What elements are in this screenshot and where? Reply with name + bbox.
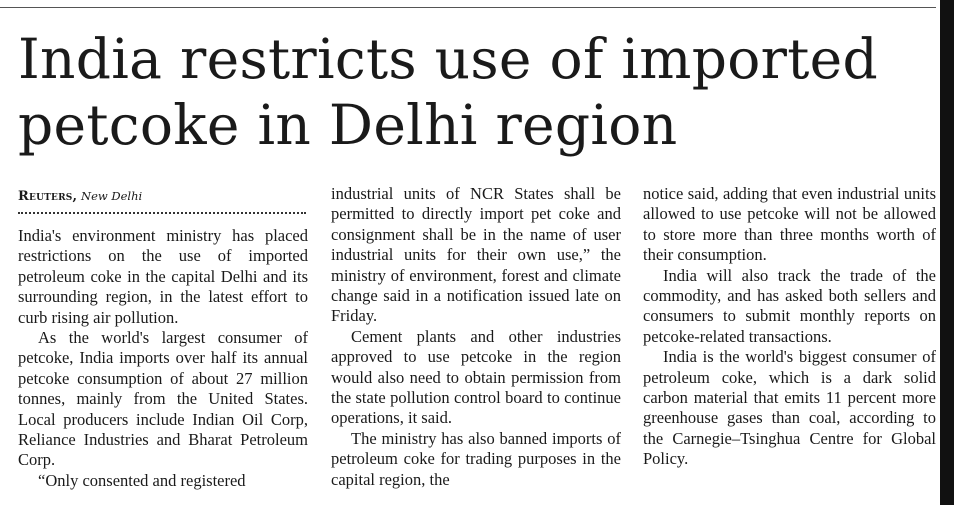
paragraph: industrial units of NCR States shall be permitted to directly import pet coke and consignment shall be in the name of user industrial units for their own use,” the ministry of environment, forest and climate change said in a notification issued late on Friday. (331, 184, 621, 326)
top-rule (0, 7, 936, 8)
headline: India restricts use of imported petcoke in Delhi region (18, 27, 879, 157)
article-column-3 (643, 184, 936, 470)
paragraph: “Only consented and registered (38, 470, 246, 490)
article-column-1 (18, 226, 308, 491)
byline-divider (18, 212, 306, 214)
paragraph: The ministry has also banned imports of petroleum coke for trading purposes in the capital region, the (331, 428, 621, 489)
paragraph: As the world's largest consumer of petcoke, India imports over half its annual petcoke consumption of about 27 million tonnes, mainly from the United States. Local producers include Indian Oil Corp, Reliance Industries and Bharat Petroleum Corp. (18, 328, 308, 470)
paragraph: India is the world's biggest consumer of petroleum coke, which is a dark solid carbon material that emits 11 percent more greenhouse gases than coal, according to the Carnegie–Tsinghua Centre for Global Policy. (643, 347, 936, 469)
paragraph: India's environment ministry has placed restrictions on the use of imported petroleum coke in the capital Delhi and its surrounding region, in the latest effort to curb rising air pollution. (18, 226, 308, 327)
paragraph: Cement plants and other industries approved to use petcoke in the region would also need to obtain permission from the state pollution control board to continue operations, it said. (331, 326, 621, 428)
byline-agency: Reuters, (18, 189, 78, 204)
paragraph: India will also track the trade of the commodity, and has asked both sellers and consumers to submit monthly reports on petcoke-related transactions. (643, 265, 936, 346)
page-edge (940, 0, 954, 505)
byline-dateline: New Delhi (81, 189, 143, 203)
article-column-2 (331, 184, 621, 490)
byline (18, 188, 142, 205)
paragraph: notice said, adding that even industrial units allowed to use petcoke will not be allowed to store more than three months worth of their consumption. (643, 184, 936, 265)
